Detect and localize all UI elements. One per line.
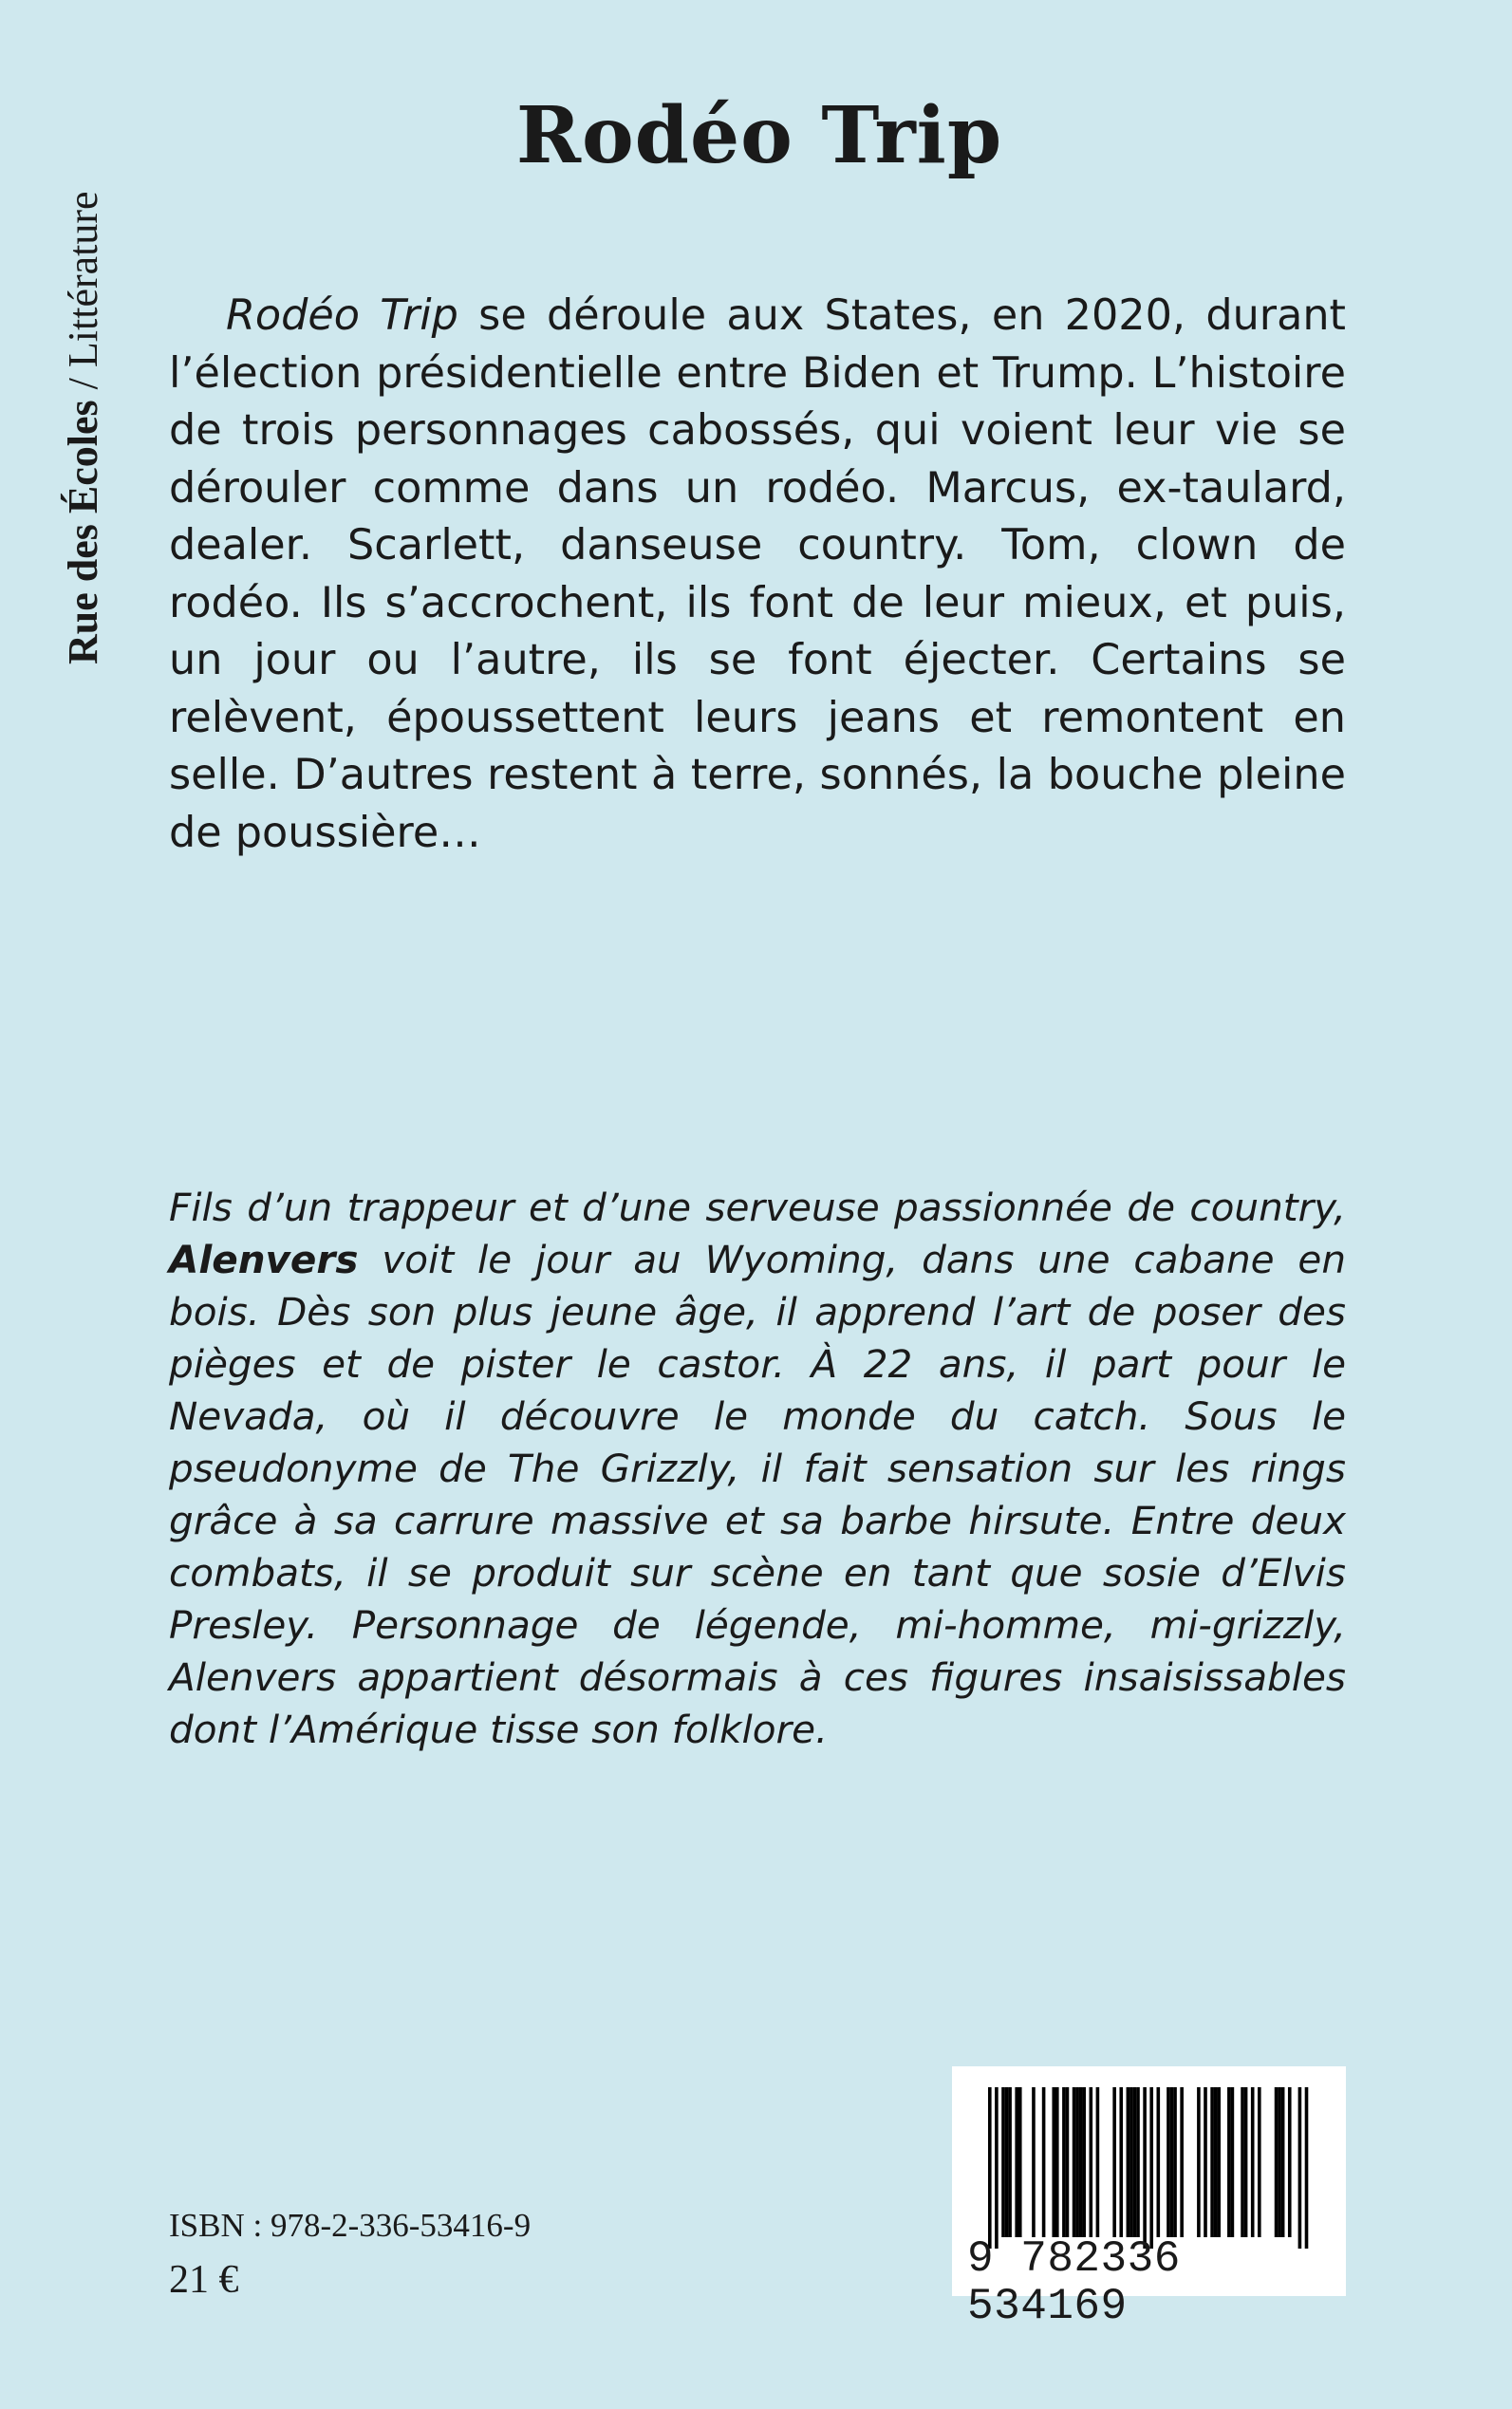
synopsis-text: se déroule aux States, en 2020, durant l’élection présidentielle entre Biden et Trump. L’histoire de trois personnages cabossés, qui voient leur vie se dérouler comme dans un rodéo. Marcus, ex-taulard, dealer. Scarlett, danseuse country. Tom, clown de rodéo. Ils s’accrochent, ils font de leur mieux, et puis, un jour ou l’autre, ils se font éjecter. Certains se relèvent, époussettent leurs jeans et remontent en selle. D’autres restent à terre, sonnés, la bouche pleine de poussière… (169, 291, 1347, 857)
barcode-bar (1066, 2087, 1070, 2237)
barcode-bar (1170, 2087, 1174, 2237)
barcode-digits: 9 782336 534169 (967, 2234, 1181, 2331)
collection-name: Littérature (60, 191, 106, 368)
bio-text: voit le jour au Wyoming, dans une cabane en bois. Dès son plus jeune âge, il apprend l’art de poser des pièges et de pister le castor. À 22 ans, il part pour le Nevada, où il découvre le monde du catch. Sous le pseudonyme de The Grizzly, il fait sensation sur les rings grâce à sa carrure massive et sa barbe hirsute. Entre deux combats, il se produit sur scène en tant que sosie d’Elvis Presley. Personnage de légende, mi-homme, mi-grizzly, Alenvers appartient désormais à ces figures insaisissables dont l’Amérique tisse son folklore. (169, 1237, 1346, 1752)
barcode-bar (1112, 2087, 1116, 2237)
barcode-bar (1278, 2087, 1281, 2237)
barcode-bar (1052, 2087, 1055, 2237)
barcode-bar (1210, 2087, 1214, 2237)
barcode-bar (1180, 2087, 1184, 2237)
barcode-bar (1241, 2087, 1244, 2237)
barcode-bar (1173, 2087, 1177, 2237)
barcode-bar (1305, 2087, 1309, 2249)
series-name: Rue des Écoles (60, 400, 106, 664)
barcode-bar (1204, 2087, 1207, 2237)
barcode-bar (1082, 2087, 1086, 2237)
barcode-bar (1015, 2087, 1018, 2237)
barcode-bar (1157, 2087, 1161, 2237)
author-name: Alenvers (169, 1237, 359, 1282)
barcode-bar (1281, 2087, 1285, 2237)
barcode-bar (1008, 2087, 1012, 2237)
barcode-bar (1001, 2087, 1005, 2237)
barcode-bar (1275, 2087, 1279, 2237)
barcode-bar (1073, 2087, 1076, 2237)
isbn: ISBN : 978-2-336-53416-9 (169, 2207, 532, 2244)
barcode-bar (1251, 2087, 1255, 2237)
barcode-bar (1288, 2087, 1292, 2237)
price: 21 € (169, 2258, 239, 2302)
barcode-bar (1075, 2087, 1079, 2237)
barcode-bar (1149, 2087, 1153, 2249)
book-title: Rodéo Trip (515, 90, 1003, 181)
barcode-bar (1090, 2087, 1093, 2237)
barcode-bar (1298, 2087, 1302, 2249)
barcode-bar (1217, 2087, 1221, 2237)
barcode-bar (1079, 2087, 1083, 2237)
barcode-bar (988, 2087, 992, 2249)
synopsis (169, 288, 1346, 862)
barcode-bar (1214, 2087, 1218, 2237)
barcode-bar (1258, 2087, 1261, 2237)
barcode-bar (1055, 2087, 1059, 2237)
barcode-bar (1096, 2087, 1100, 2237)
synopsis-title: Rodéo Trip (226, 291, 458, 340)
spine-label (55, 76, 112, 664)
barcode-bar (1167, 2087, 1170, 2237)
barcode-bar (1244, 2087, 1248, 2237)
barcode-bar (1197, 2087, 1201, 2237)
barcode-bar (1227, 2087, 1231, 2237)
barcode-bar (1062, 2087, 1066, 2237)
barcode (952, 2066, 1346, 2331)
barcode-bar (1143, 2087, 1147, 2249)
barcode-bar (1136, 2087, 1140, 2237)
barcode-bar (1129, 2087, 1133, 2237)
barcode-bar (1032, 2087, 1036, 2237)
author-bio (169, 1182, 1346, 1756)
barcode-bar (1018, 2087, 1022, 2237)
barcode-bar (1133, 2087, 1137, 2237)
barcode-bar (1127, 2087, 1130, 2237)
synopsis-indent (169, 291, 226, 340)
bio-intro: Fils d’un trappeur et d’une serveuse passionnée de country, (169, 1185, 1346, 1230)
barcode-bar (1231, 2087, 1235, 2237)
barcode-bar (1119, 2087, 1123, 2237)
spine-separator: / (60, 367, 106, 401)
barcode-bar (1042, 2087, 1046, 2237)
barcode-bar (1005, 2087, 1009, 2237)
barcode-bar (995, 2087, 999, 2249)
